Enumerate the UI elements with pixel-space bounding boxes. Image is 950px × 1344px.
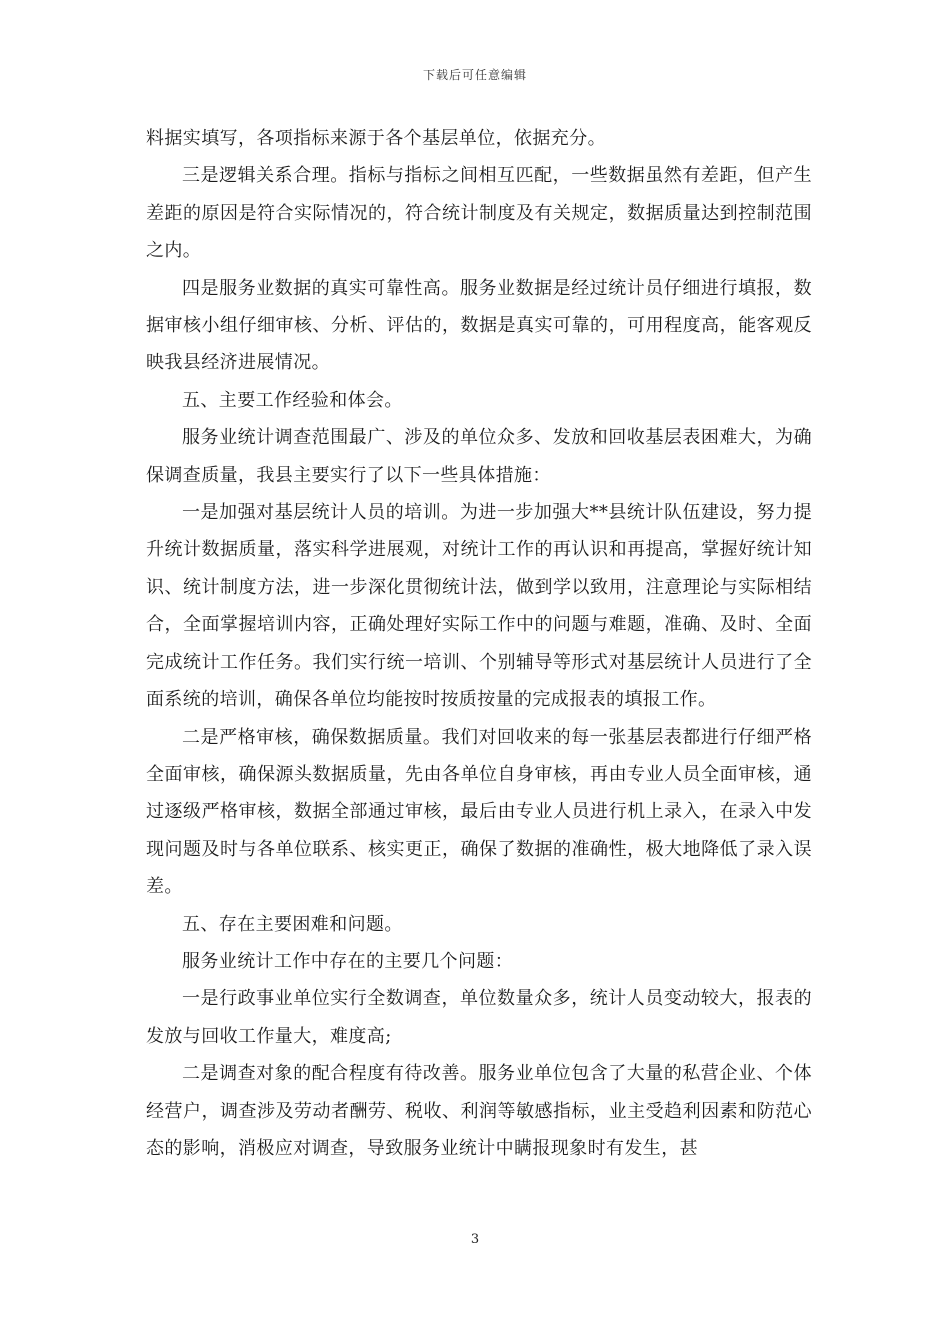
paragraph-10: 一是行政事业单位实行全数调查，单位数量众多，统计人员变动较大，报表的发放与回收工作量大，难度高; bbox=[146, 988, 812, 1047]
section-heading-experience: 五、主要工作经验和体会。 bbox=[182, 389, 403, 411]
paragraph-5: 服务业统计调查范围最广、涉及的单位众多、发放和回收基层表困难大，为确保调查质量，我县主要实行了以下一些具体措施： bbox=[146, 427, 812, 486]
paragraph-9: 服务业统计工作中存在的主要几个问题： bbox=[182, 950, 514, 972]
paragraph-7: 二是严格审核，确保数据质量。我们对回收来的每一张基层表都进行仔细严格全面审核，确保源头数据质量，先由各单位自身审核，再由专业人员全面审核，通过逐级严格审核，数据全部通过审核，最后由专业人员进行机上录入，在录入中发现问题及时与各单位联系、核实更正，确保了数据的准确性，极大地降低了录入误差。 bbox=[146, 726, 812, 898]
paragraph-6: 一是加强对基层统计人员的培训。为进一步加强大**县统计队伍建设，努力提升统计数据质量，落实科学进展观，对统计工作的再认识和再提高，掌握好统计知识、统计制度方法，进一步深化贯彻统计法，做到学以致用，注意理论与实际相结合，全面掌握培训内容，正确处理好实际工作中的问题与难题，准确、及时、全面完成统计工作任务。我们实行统一培训、个别辅导等形式对基层统计人员进行了全面系统的培训，确保各单位均能按时按质按量的完成报表的填报工作。 bbox=[146, 502, 812, 711]
page-header-note: 下载后可任意编辑 bbox=[422, 68, 527, 82]
paragraph-1: 料据实填写，各项指标来源于各个基层单位，依据充分。 bbox=[146, 128, 606, 149]
page-number: 3 bbox=[470, 1232, 480, 1247]
paragraph-11: 二是调查对象的配合程度有待改善。服务业单位包含了大量的私营企业、个体经营户，调查涉及劳动者酬劳、税收、利润等敏感指标，业主受趋利因素和防范心态的影响，消极应对调查，导致服务业统计中瞒报现象时有发生，甚 bbox=[146, 1063, 812, 1159]
paragraph-2: 三是逻辑关系合理。指标与指标之间相互匹配，一些数据虽然有差距，但产生差距的原因是符合实际情况的，符合统计制度及有关规定，数据质量达到控制范围之内。 bbox=[146, 165, 812, 262]
document-body bbox=[146, 120, 812, 1167]
section-heading-problems: 五、存在主要困难和问题。 bbox=[182, 913, 403, 935]
paragraph-3: 四是服务业数据的真实可靠性高。服务业数据是经过统计员仔细进行填报，数据审核小组仔细审核、分析、评估的，数据是真实可靠的，可用程度高，能客观反映我县经济进展情况。 bbox=[146, 277, 812, 374]
